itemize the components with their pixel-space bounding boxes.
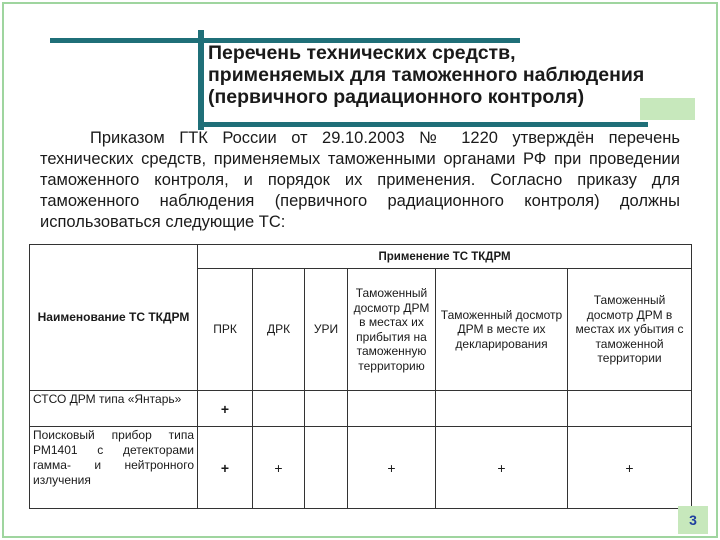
row-mark: + [436, 427, 568, 509]
title-accent-vertical-bar [198, 30, 204, 130]
title-line: (первичного радиационного контроля) [208, 86, 585, 108]
title-accent-bottom-bar [198, 122, 648, 127]
row-mark [568, 391, 692, 427]
frame-left-border [2, 2, 4, 538]
column-header-drk: ДРК [253, 269, 305, 391]
column-header-prk: ПРК [198, 269, 253, 391]
column-header-declaration: Таможенный досмотр ДРМ в месте их декларирования [436, 269, 568, 391]
frame-right-border [716, 2, 718, 538]
slide-title [208, 42, 708, 108]
row-mark: + [198, 391, 253, 427]
title-line: Перечень технических средств, [208, 42, 516, 64]
table-row [30, 427, 692, 509]
page-number: 3 [678, 506, 708, 534]
row-mark [305, 427, 348, 509]
frame-top-border [2, 2, 718, 4]
equipment-table [29, 244, 692, 509]
row-mark [305, 391, 348, 427]
row-mark [253, 391, 305, 427]
row-mark: + [568, 427, 692, 509]
row-name: Поисковый прибор типа РМ1401 с детекторами гамма- и нейтронного излучения [30, 427, 198, 509]
row-mark [348, 391, 436, 427]
row-mark: + [253, 427, 305, 509]
row-mark: + [348, 427, 436, 509]
row-name: СТСО ДРМ типа «Янтарь» [30, 391, 198, 427]
row-mark [436, 391, 568, 427]
title-line: применяемых для таможенного наблюдения [208, 64, 645, 86]
row-mark: + [198, 427, 253, 509]
group-header: Применение ТС ТКДРМ [198, 245, 692, 269]
frame-bottom-border [2, 536, 718, 538]
column-header-departure: Таможенный досмотр ДРМ в местах их убытия с таможенной территории [568, 269, 692, 391]
column-header-arrival: Таможенный досмотр ДРМ в местах их прибытия на таможенную территорию [348, 269, 436, 391]
table-row [30, 391, 692, 427]
column-header-uri: УРИ [305, 269, 348, 391]
intro-paragraph: Приказом ГТК России от 29.10.2003 № 1220 утверждён перечень технических средств, применяемых таможенными органами РФ при проведении таможенного контроля, и порядок их применения. Согласно приказу для таможенного наблюдения (первичного радиационного контроля) должны использоваться следующие ТС: [40, 129, 680, 231]
name-column-header: Наименование ТС ТКДРМ [30, 245, 198, 391]
